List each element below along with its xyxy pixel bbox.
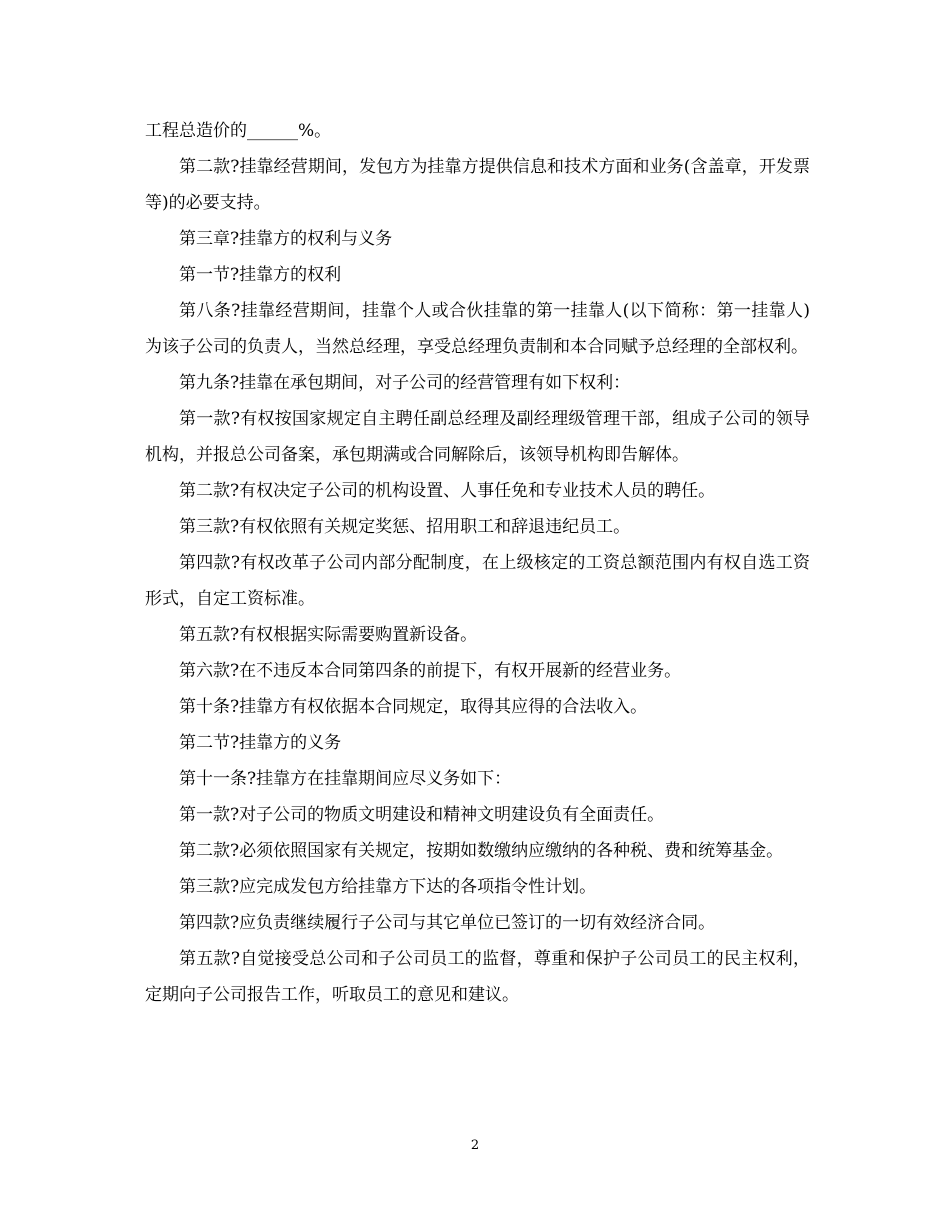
paragraph: 第四款?应负责继续履行子公司与其它单位已签订的一切有效经济合同。 <box>179 913 716 933</box>
paragraph: 第五款?有权根据实际需要购置新设备。 <box>179 625 478 645</box>
paragraph: 第十条?挂靠方有权依据本合同规定，取得其应得的合法收入。 <box>179 697 648 717</box>
paragraph: 第八条?挂靠经营期间，挂靠个人或合伙挂靠的第一挂靠人(以下简称：第一挂靠人)为该子公司的负责人，当然总经理，享受总经理负责制和本合同赋予总经理的全部权利。 <box>145 301 810 357</box>
paragraph: 第三款?应完成发包方给挂靠方下达的各项指令性计划。 <box>179 877 597 897</box>
paragraph: 第九条?挂靠在承包期间，对子公司的经营管理有如下权利： <box>179 373 631 393</box>
paragraph: 第三款?有权依照有关规定奖惩、招用职工和辞退违纪员工。 <box>179 517 631 537</box>
chapter-heading: 第三章?挂靠方的权利与义务 <box>179 229 393 249</box>
paragraph: 第六款?在不违反本合同第四条的前提下，有权开展新的经营业务。 <box>179 661 682 681</box>
paragraph: 第四款?有权改革子公司内部分配制度，在上级核定的工资总额范围内有权自选工资形式，自定工资标准。 <box>145 553 810 609</box>
paragraph: 第十一条?挂靠方在挂靠期间应尽义务如下： <box>179 769 512 789</box>
paragraph: 工程总造价的______%。 <box>145 121 332 141</box>
paragraph: 第二款?挂靠经营期间，发包方为挂靠方提供信息和技术方面和业务(含盖章，开发票等)的必要支持。 <box>145 157 810 213</box>
paragraph: 第一款?对子公司的物质文明建设和精神文明建设负有全面责任。 <box>179 805 665 825</box>
paragraph: 第一款?有权按国家规定自主聘任副总经理及副经理级管理干部，组成子公司的领导机构，并报总公司备案，承包期满或合同解除后，该领导机构即告解体。 <box>145 409 810 465</box>
paragraph: 第五款?自觉接受总公司和子公司员工的监督，尊重和保护子公司员工的民主权利，定期向子公司报告工作，听取员工的意见和建议。 <box>145 949 810 1005</box>
paragraph: 第二款?必须依照国家有关规定，按期如数缴纳应缴纳的各种税、费和统筹基金。 <box>179 841 784 861</box>
section-heading: 第一节?挂靠方的权利 <box>179 265 342 285</box>
paragraph: 第二款?有权决定子公司的机构设置、人事任免和专业技术人员的聘任。 <box>179 481 716 501</box>
section-heading: 第二节?挂靠方的义务 <box>179 733 342 753</box>
page-number: 2 <box>470 1138 480 1153</box>
document-body <box>145 113 810 1013</box>
